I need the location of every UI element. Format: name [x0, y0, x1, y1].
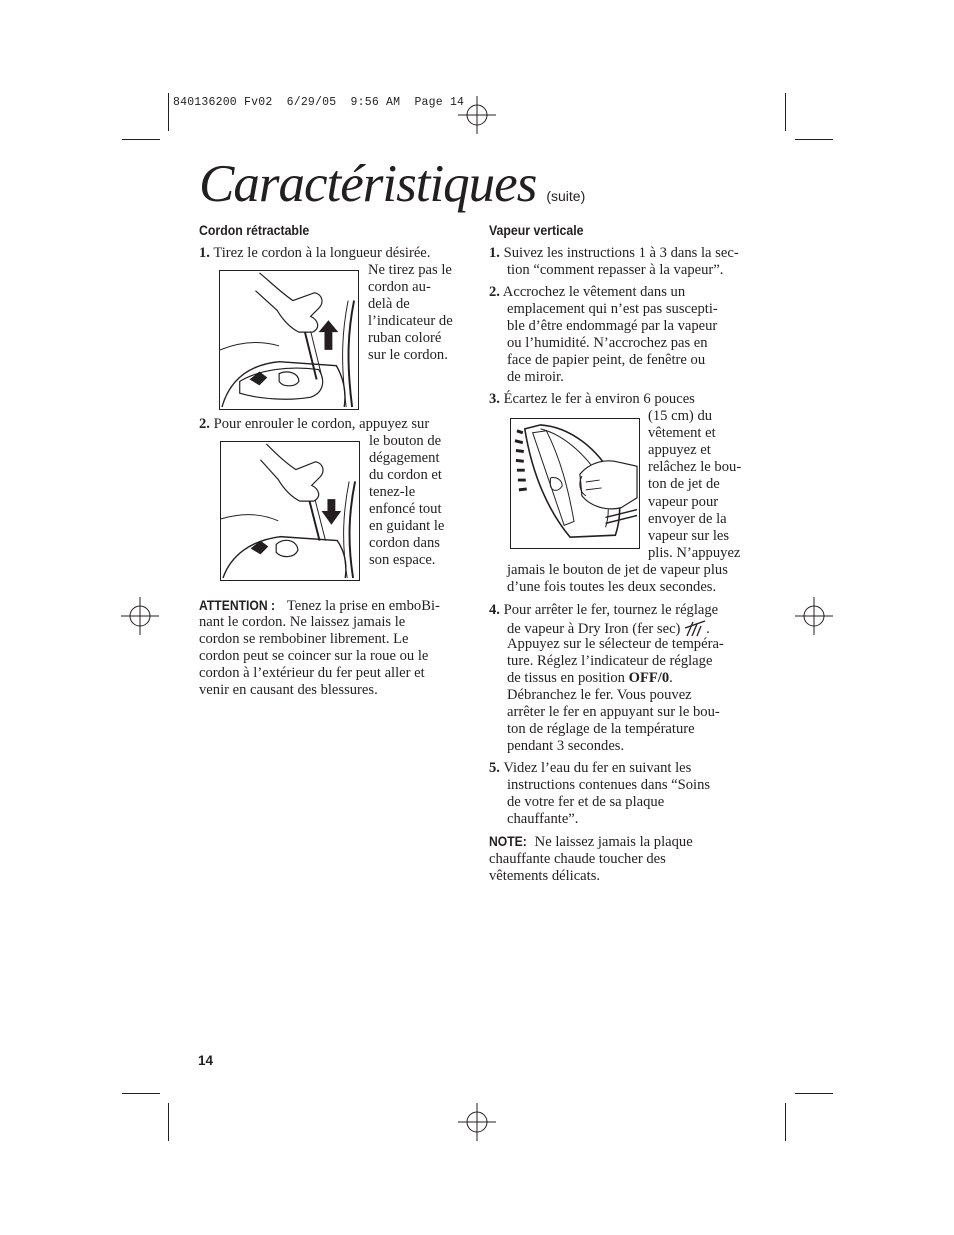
step-2-line: 2. Pour enrouler le cordon, appuyez sur [199, 416, 430, 432]
v-step-4-text: . [669, 670, 673, 686]
v-step-1-text: Suivez les instructions 1 à 3 dans la sec- [503, 245, 739, 261]
crop-mark [122, 1093, 160, 1094]
v-step-3-line: (15 cm) du [648, 408, 713, 424]
title-suffix: (suite) [546, 188, 586, 204]
step-2-text: Pour enrouler le cordon, appuyez sur [213, 416, 430, 432]
v-step-4-line: ture. Réglez l’indicateur de réglage [507, 653, 713, 669]
step-1-line: delà de [368, 296, 410, 312]
title-text: Caractéristiques [199, 155, 537, 213]
v-step-1-line: 1. Suivez les instructions 1 à 3 dans la sec- [489, 245, 739, 261]
v-step-3-line: appuyez et [648, 442, 711, 458]
v-step-2-line: de miroir. [507, 369, 564, 385]
v-step-4-line: Appuyez sur le sélecteur de tempéra- [507, 636, 724, 652]
v-step-4-line: pendant 3 secondes. [507, 738, 625, 754]
crop-mark [785, 93, 786, 131]
crop-mark [168, 93, 169, 131]
v-step-3-line: envoyer de la [648, 511, 727, 527]
registration-mark-right [795, 597, 833, 635]
dry-iron-icon [684, 619, 706, 637]
page-title [199, 155, 586, 213]
illustration-vertical-steam [510, 418, 640, 549]
registration-mark-bottom [458, 1103, 496, 1141]
v-step-5-line: de votre fer et de sa plaque [507, 794, 665, 810]
step-1-line: sur le cordon. [368, 347, 448, 363]
step-2-line: en guidant le [369, 518, 445, 534]
v-step-2-text: Accrochez le vêtement dans un [502, 284, 686, 300]
step-1-line: l’indicateur de [368, 313, 453, 329]
attention-line: cordon se rembobiner librement. Le [199, 631, 409, 647]
v-step-5-line: instructions contenues dans “Soins [507, 777, 711, 793]
illustration-pull-cord [219, 270, 359, 410]
heading-cordon-retractable: Cordon rétractable [199, 222, 310, 238]
step-2-line: le bouton de [369, 433, 442, 449]
step-2-line: tenez-le [369, 484, 416, 500]
step-1-line: cordon au- [368, 279, 431, 295]
v-step-4-text: de vapeur à Dry Iron (fer sec) [507, 621, 681, 637]
v-step-5-line: chauffante”. [507, 811, 579, 827]
page-number: 14 [198, 1053, 214, 1068]
attention-line: cordon peut se coincer sur la roue ou le [199, 648, 429, 664]
v-step-5-text: Videz l’eau du fer en suivant les [503, 760, 692, 776]
attention-line [199, 597, 440, 615]
v-step-3-line: 3. Écartez le fer à environ 6 pouces [489, 391, 695, 407]
v-step-1-line: tion “comment repasser à la vapeur”. [507, 262, 724, 278]
step-2-line: son espace. [369, 552, 436, 568]
v-step-4-line: 4. Pour arrêter le fer, tournez le réglage [489, 602, 719, 618]
crop-mark [122, 139, 160, 140]
step-1-text: Tirez le cordon à la longueur désirée. [213, 245, 431, 261]
crop-mark [795, 139, 833, 140]
attention-line: cordon à l’extérieur du fer peut aller et [199, 665, 425, 681]
v-step-3-line: vêtement et [648, 425, 716, 441]
illustration-rewind-cord [220, 441, 360, 581]
v-step-2-line: emplacement qui n’est pas suscepti- [507, 301, 718, 317]
crop-mark [785, 1103, 786, 1141]
step-1-line: Ne tirez pas le [368, 262, 452, 278]
v-step-3-line: d’une fois toutes les deux secondes. [507, 579, 717, 595]
note-line [489, 833, 693, 851]
v-step-4-line: arrêter le fer en appuyant sur le bou- [507, 704, 720, 720]
registration-mark-left [121, 597, 159, 635]
v-step-3-line: relâchez le bou- [648, 459, 742, 475]
off-position-label: OFF/0 [628, 670, 670, 686]
step-1-line: 1. Tirez le cordon à la longueur désirée. [199, 245, 431, 261]
v-step-5-line: 5. Videz l’eau du fer en suivant les [489, 760, 692, 776]
v-step-2-line: 2. Accrochez le vêtement dans un [489, 284, 686, 300]
v-step-3-line: jamais le bouton de jet de vapeur plus [507, 562, 728, 578]
note-line: vêtements délicats. [489, 868, 601, 884]
step-2-line: enfoncé tout [369, 501, 442, 517]
v-step-4-line [507, 670, 673, 687]
v-step-4-text: . [706, 621, 710, 637]
step-2-line: cordon dans [369, 535, 440, 551]
v-step-3-text: Écartez le fer à environ 6 pouces [503, 391, 695, 407]
note-label: NOTE: [489, 834, 527, 849]
note-line: chauffante chaude toucher des [489, 851, 666, 867]
v-step-2-line: face de papier peint, de fenêtre ou [507, 352, 706, 368]
heading-vapeur-verticale: Vapeur verticale [489, 222, 584, 238]
attention-line: venir en causant des blessures. [199, 682, 378, 698]
v-step-4-line: ton de réglage de la température [507, 721, 695, 737]
v-step-4-text: Pour arrêter le fer, tournez le réglage [503, 602, 719, 618]
attention-line: nant le cordon. Ne laissez jamais le [199, 614, 406, 630]
step-1-line: ruban coloré [368, 330, 442, 346]
attention-label: ATTENTION : [199, 598, 276, 613]
v-step-3-line: vapeur pour [648, 494, 719, 510]
v-step-4-text: de tissus en position [507, 670, 625, 686]
v-step-3-line: ton de jet de [648, 476, 720, 492]
step-2-line: dégagement [369, 450, 440, 466]
crop-mark [795, 1093, 833, 1094]
v-step-3-line: vapeur sur les [648, 528, 730, 544]
print-slug: 840136200 Fv02 6/29/05 9:56 AM Page 14 [173, 96, 465, 109]
note-text: Ne laissez jamais la plaque [534, 834, 693, 850]
crop-mark [168, 1103, 169, 1141]
step-2-line: du cordon et [369, 467, 442, 483]
v-step-4-line: Débranchez le fer. Vous pouvez [507, 687, 692, 703]
attention-text: Tenez la prise en emboBi- [286, 598, 440, 614]
v-step-2-line: ble d’être endommagé par la vapeur [507, 318, 718, 334]
v-step-2-line: ou l’humidité. N’accrochez pas en [507, 335, 708, 351]
v-step-3-line: plis. N’appuyez [648, 545, 741, 561]
